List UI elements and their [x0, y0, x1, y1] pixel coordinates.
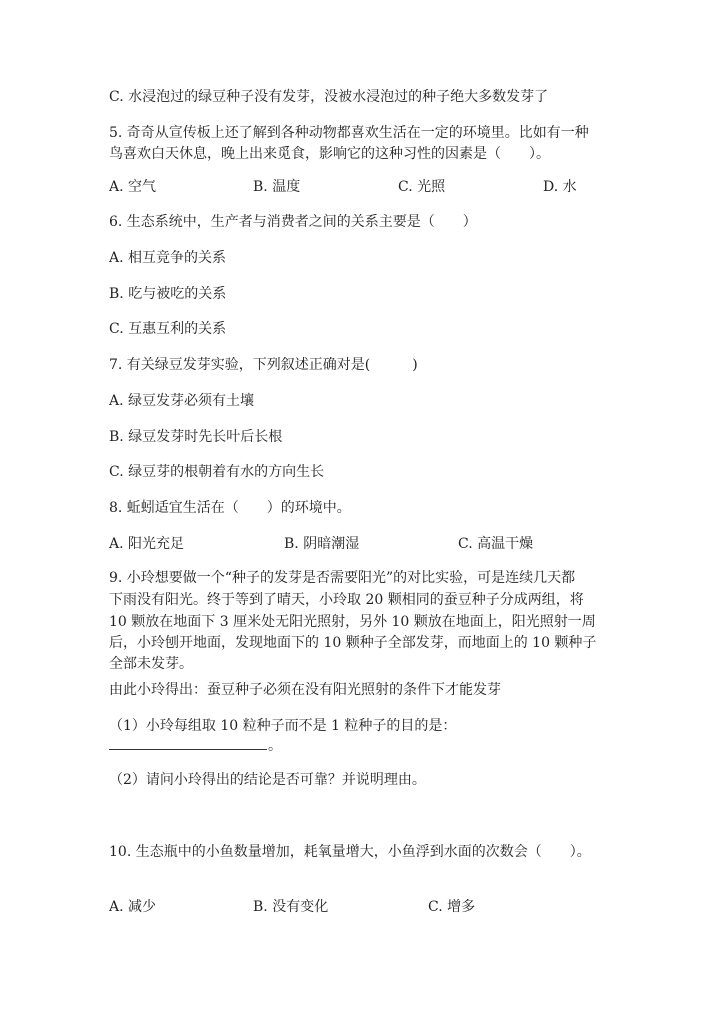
q9-stem-line3: 10 颗放在地面下 3 厘米处无阳光照射，另外 10 颗放在地面上，阳光照射一周	[109, 614, 596, 630]
q5-option-d: D. 水	[543, 179, 577, 195]
q10-option-c: C. 增多	[428, 899, 476, 915]
q6-option-b: B. 吃与被吃的关系	[109, 286, 227, 302]
q7-stem: 7. 有关绿豆发芽实验，下列叙述正确对是( )	[109, 357, 418, 373]
q10-option-b: B. 没有变化	[253, 899, 329, 915]
q6-option-a: A. 相互竞争的关系	[109, 250, 227, 266]
q5-stem-line2: 鸟喜欢白天休息，晚上出来觅食，影响它的这种习性的因素是（ ）。	[109, 146, 550, 162]
q9-sub1-end: 。	[268, 738, 282, 754]
q7-option-b: B. 绿豆发芽时先长叶后长根	[109, 429, 283, 445]
q6-option-c: C. 互惠互利的关系	[109, 321, 227, 337]
q8-option-b: B. 阴暗潮湿	[284, 536, 360, 552]
q8-option-a: A. 阳光充足	[109, 536, 185, 552]
q9-stem-line5: 全部未发芽。	[109, 656, 193, 672]
q7-option-a: A. 绿豆发芽必须有土壤	[109, 393, 255, 409]
q5-option-a: A. 空气	[109, 179, 157, 195]
q9-sub1: （1）小玲每组取 10 粒种子而不是 1 粒种子的目的是：	[109, 718, 457, 734]
q5-option-b: B. 温度	[253, 179, 301, 195]
q9-conclusion: 由此小玲得出：蚕豆种子必须在没有阳光照射的条件下才能发芽	[109, 682, 501, 698]
q9-sub2: （2）请问小玲得出的结论是否可靠？并说明理由。	[109, 772, 426, 788]
q10-option-a: A. 减少	[109, 899, 157, 915]
q8-option-c: C. 高温干燥	[458, 536, 534, 552]
q8-stem: 8. 蚯蚓适宜生活在（ ）的环境中。	[109, 500, 351, 516]
q9-stem-line1: 9. 小玲想要做一个“种子的发芽是否需要阳光”的对比实验，可是连续几天都	[109, 570, 576, 586]
q6-stem: 6. 生态系统中，生产者与消费者之间的关系主要是（ ）	[109, 214, 477, 230]
q4-option-c: C. 水浸泡过的绿豆种子没有发芽，没被水浸泡过的种子绝大多数发芽了	[109, 89, 549, 105]
q7-option-c: C. 绿豆芽的根朝着有水的方向生长	[109, 464, 325, 480]
q5-stem-line1: 5. 奇奇从宣传板上还了解到各种动物都喜欢生活在一定的环境里。比如有一种	[109, 125, 589, 141]
q9-stem-line4: 后，小玲刨开地面，发现地面下的 10 颗种子全部发芽，而地面上的 10 颗种子	[109, 635, 597, 651]
q9-stem-line2: 下雨没有阳光。终于等到了晴天，小玲取 20 颗相同的蚕豆种子分成两组，将	[109, 592, 584, 608]
q5-option-c: C. 光照	[398, 179, 446, 195]
q9-answer-blank[interactable]	[109, 749, 267, 750]
q10-stem: 10. 生态瓶中的小鱼数量增加，耗氧量增大，小鱼浮到水面的次数会（ ）。	[109, 844, 591, 860]
